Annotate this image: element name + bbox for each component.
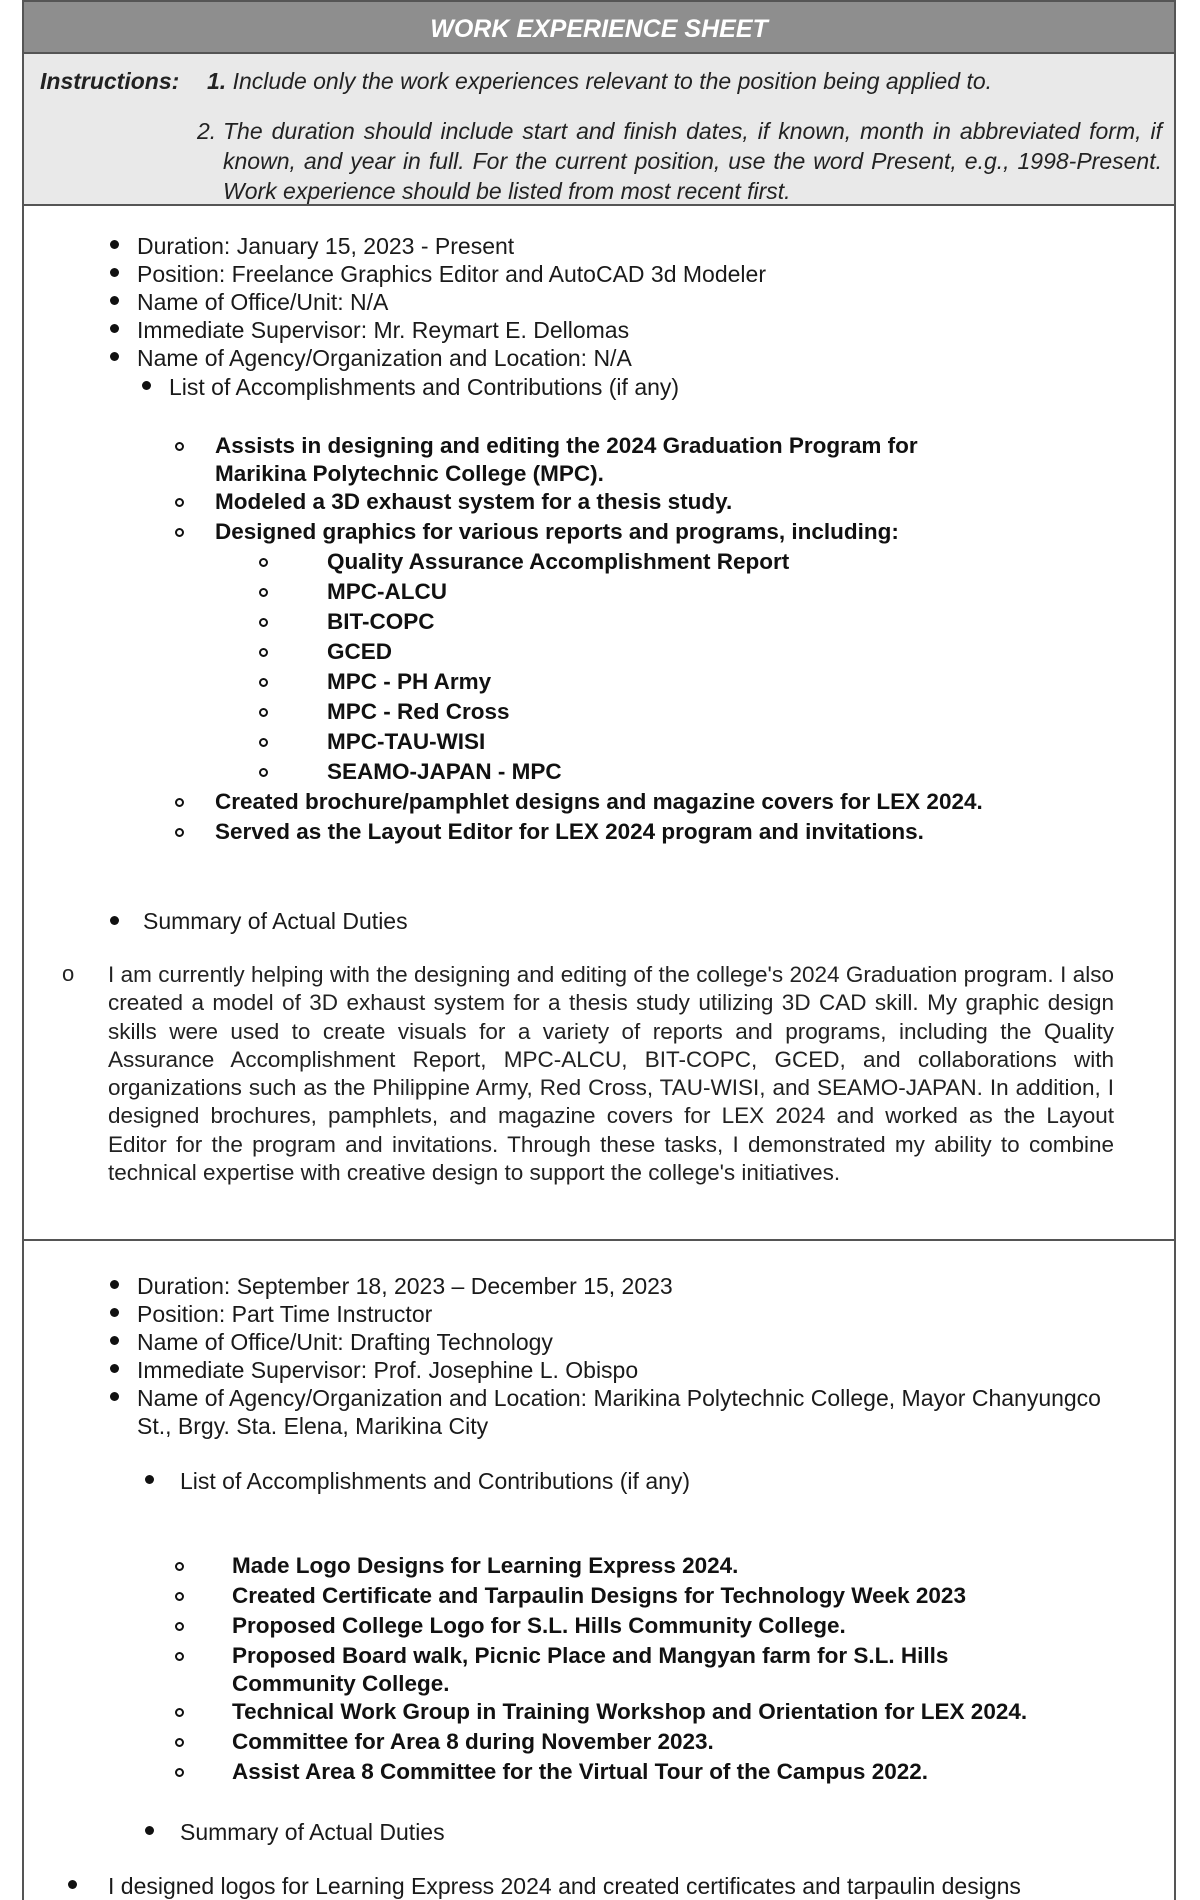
- summary-text: I am currently helping with the designing and editing of the college's 2024 Graduation program. I also created a model of 3D exhaust system for a thesis study utilizing 3D CAD skill. My graphic design skills were used to create visuals for a variety of reports and programs, including the Quality Assurance Accomplishment Report, MPC-ALCU, BIT-COPC, GCED, and collaborations with organizations such as the Philippine Army, Red Cross, TAU-WISI, and SEAMO-JAPAN. In addition, I designed brochures, pamphlets, and magazine covers for LEX 2024 and worked as the Layout Editor for the program and invitations. Through these tasks, I demonstrated my ability to combine technical expertise with creative design to support the college's initiatives.: [108, 962, 1114, 1186]
- bullet-icon: [110, 1336, 119, 1345]
- work-experience-sheet: [22, 0, 1176, 1900]
- sheet-title: WORK EXPERIENCE SHEET: [24, 0, 1174, 54]
- accomplishment-item: Created brochure/pamphlet designs and magazine covers for LEX 2024.: [215, 789, 983, 814]
- accomplishment-item: Proposed College Logo for S.L. Hills Community College.: [232, 1613, 846, 1638]
- sub-item: SEAMO-JAPAN - MPC: [327, 759, 562, 784]
- detail-duration: Duration: January 15, 2023 - Present: [137, 233, 515, 259]
- circle-bullet-icon: [175, 828, 184, 837]
- sub-item: Quality Assurance Accomplishment Report: [327, 549, 790, 574]
- instructions-label: Instructions:: [40, 68, 180, 94]
- instructions-box: [24, 54, 1174, 206]
- instruction-item-1: 1. Include only the work experiences relevant to the position being applied to.: [207, 68, 993, 94]
- circle-bullet-icon: [175, 1652, 184, 1661]
- circle-bullet-icon: [259, 678, 268, 687]
- summary-marker: o: [62, 961, 75, 986]
- circle-bullet-icon: [259, 618, 268, 627]
- circle-bullet-icon: [175, 1738, 184, 1747]
- detail-agency: Name of Agency/Organization and Location: N/A: [137, 345, 632, 371]
- circle-bullet-icon: [259, 558, 268, 567]
- sub-item: MPC-TAU-WISI: [327, 729, 486, 754]
- detail-duration: Duration: September 18, 2023 – December 15, 2023: [137, 1273, 673, 1299]
- circle-bullet-icon: [175, 528, 184, 537]
- bullet-icon: [110, 268, 119, 277]
- bullet-icon: [110, 352, 119, 361]
- summary-heading: Summary of Actual Duties: [180, 1819, 445, 1845]
- summary-text-partial: I designed logos for Learning Express 2024 and created certificates and tarpaulin designs: [108, 1873, 1021, 1899]
- sub-item: GCED: [327, 639, 393, 664]
- circle-bullet-icon: [259, 738, 268, 747]
- accomplishments-heading: List of Accomplishments and Contributions (if any): [169, 374, 680, 400]
- instruction-item-2: 2. The duration should include start and finish dates, if known, month in abbreviated form, if known, and year in full. For the current position, use the word Present, e.g., 1998-Present. Work experience should be listed from most recent first.: [197, 118, 1162, 204]
- entry-divider: [24, 1239, 1174, 1241]
- circle-bullet-icon: [175, 1592, 184, 1601]
- circle-bullet-icon: [175, 442, 184, 451]
- accomplishment-item: Proposed Board walk, Picnic Place and Mangyan farm for S.L. Hills: [232, 1643, 949, 1668]
- circle-bullet-icon: [259, 648, 268, 657]
- accomplishment-item-cont: Community College.: [232, 1671, 450, 1696]
- bullet-icon: [110, 1308, 119, 1317]
- bullet-icon: [142, 381, 151, 390]
- circle-bullet-icon: [175, 498, 184, 507]
- accomplishment-item: Technical Work Group in Training Workshop and Orientation for LEX 2024.: [232, 1699, 1028, 1724]
- bullet-icon: [145, 1475, 154, 1484]
- accomplishment-item: Committee for Area 8 during November 2023.: [232, 1729, 714, 1754]
- sub-item: BIT-COPC: [327, 609, 435, 634]
- sub-item: MPC-ALCU: [327, 579, 447, 604]
- bullet-icon: [110, 240, 119, 249]
- detail-agency-cont: St., Brgy. Sta. Elena, Marikina City: [137, 1413, 489, 1439]
- accomplishment-item: Made Logo Designs for Learning Express 2024.: [232, 1553, 739, 1578]
- accomplishment-item: Created Certificate and Tarpaulin Designs for Technology Week 2023: [232, 1583, 966, 1608]
- accomplishment-item: Modeled a 3D exhaust system for a thesis study.: [215, 489, 733, 514]
- accomplishment-item-cont: Marikina Polytechnic College (MPC).: [215, 461, 604, 486]
- bullet-icon: [68, 1880, 77, 1889]
- accomplishments-heading: List of Accomplishments and Contributions (if any): [180, 1468, 691, 1494]
- bullet-icon: [110, 916, 119, 925]
- circle-bullet-icon: [259, 708, 268, 717]
- bullet-icon: [110, 1392, 119, 1401]
- detail-supervisor: Immediate Supervisor: Prof. Josephine L. Obispo: [137, 1357, 639, 1383]
- detail-position: Position: Freelance Graphics Editor and AutoCAD 3d Modeler: [137, 261, 766, 287]
- detail-office: Name of Office/Unit: Drafting Technology: [137, 1329, 553, 1355]
- bullet-icon: [110, 296, 119, 305]
- circle-bullet-icon: [175, 1768, 184, 1777]
- summary-heading: Summary of Actual Duties: [143, 908, 408, 934]
- circle-bullet-icon: [259, 588, 268, 597]
- bullet-icon: [145, 1826, 154, 1835]
- circle-bullet-icon: [175, 1622, 184, 1631]
- bullet-icon: [110, 1280, 119, 1289]
- detail-position: Position: Part Time Instructor: [137, 1301, 433, 1327]
- sub-item: MPC - Red Cross: [327, 699, 510, 724]
- bullet-icon: [110, 324, 119, 333]
- accomplishment-item: Assist Area 8 Committee for the Virtual Tour of the Campus 2022.: [232, 1759, 929, 1784]
- detail-office: Name of Office/Unit: N/A: [137, 289, 389, 315]
- circle-bullet-icon: [175, 798, 184, 807]
- circle-bullet-icon: [175, 1562, 184, 1571]
- accomplishment-item: Served as the Layout Editor for LEX 2024 program and invitations.: [215, 819, 924, 844]
- bullet-icon: [110, 1364, 119, 1373]
- accomplishment-item: Assists in designing and editing the 2024 Graduation Program for: [215, 433, 918, 458]
- detail-agency: Name of Agency/Organization and Location: Marikina Polytechnic College, Mayor Chanyungco: [137, 1385, 1101, 1411]
- sub-item: MPC - PH Army: [327, 669, 492, 694]
- circle-bullet-icon: [259, 768, 268, 777]
- circle-bullet-icon: [175, 1708, 184, 1717]
- accomplishment-item: Designed graphics for various reports and programs, including:: [215, 519, 899, 544]
- detail-supervisor: Immediate Supervisor: Mr. Reymart E. Dellomas: [137, 317, 630, 343]
